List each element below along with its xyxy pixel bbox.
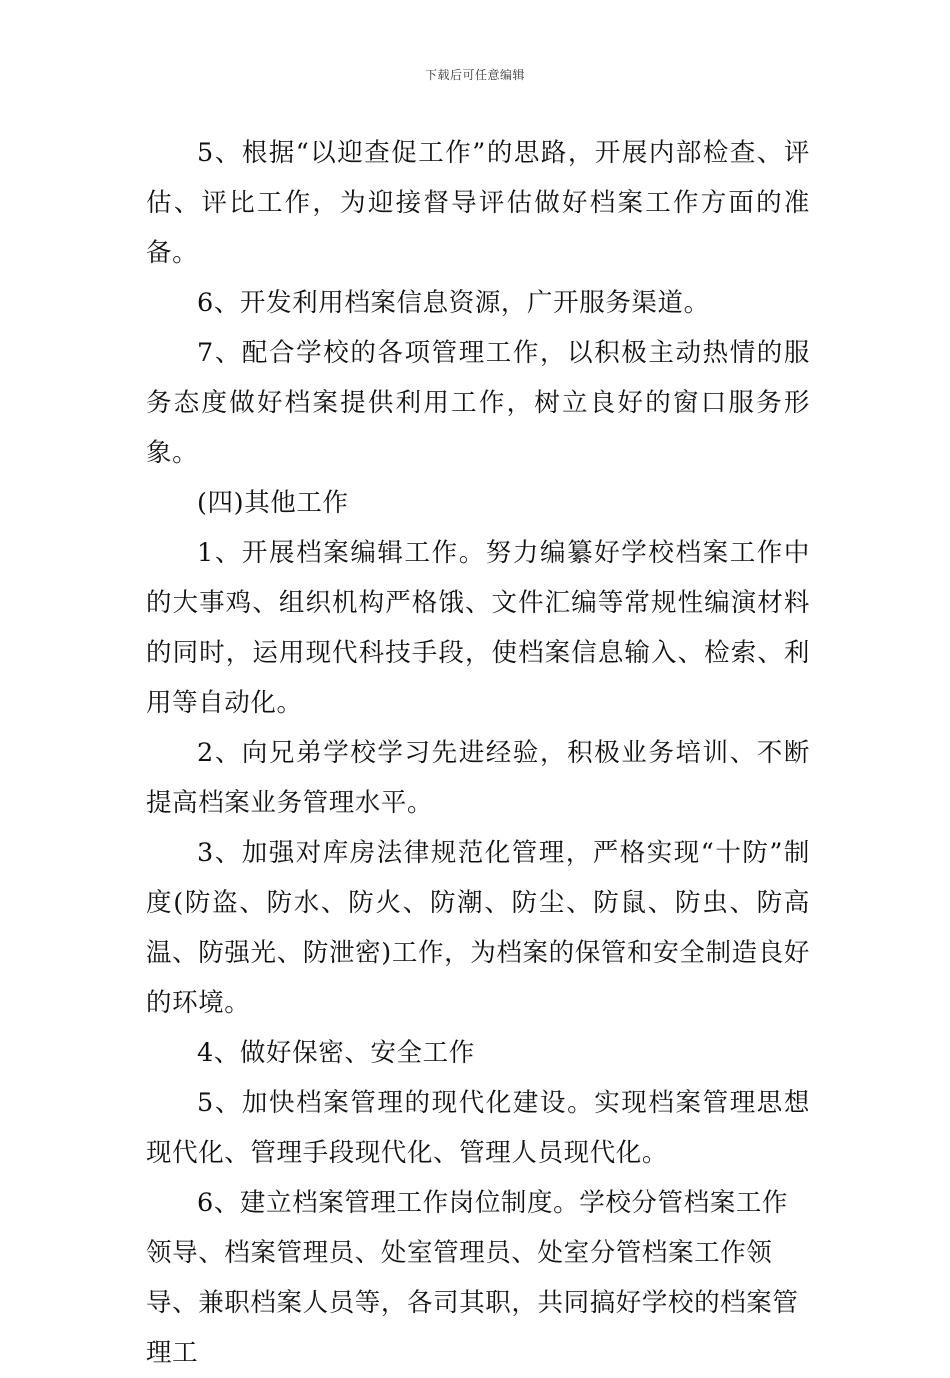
paragraph-item-5-inspection: 5、根据“以迎查促工作”的思路，开展内部检查、评估、评比工作，为迎接督导评估做好档案工作方面的准备。: [146, 138, 810, 268]
paragraph-item-5-modernization: 5、加快档案管理的现代化建设。实现档案管理思想现代化、管理手段现代化、管理人员现代化。: [146, 1088, 810, 1168]
paragraph-item-6-resources: 6、开发利用档案信息资源，广开服务渠道。: [197, 288, 710, 318]
paragraph-item-1-editing: 1、开展档案编辑工作。努力编纂好学校档案工作中的大事鸡、组织机构严格饿、文件汇编等常规性编演材料的同时，运用现代科技手段，使档案信息输入、检索、利用等自动化。: [146, 538, 810, 718]
paragraph-item-7-service: 7、配合学校的各项管理工作，以积极主动热情的服务态度做好档案提供利用工作，树立良好的窗口服务形象。: [146, 338, 810, 468]
page-header: 下载后可任意编辑: [424, 68, 525, 82]
paragraph-item-3-storage: 3、加强对库房法律规范化管理，严格实现“十防”制度(防盗、防水、防火、防潮、防尘、防鼠、防虫、防高温、防强光、防泄密)工作，为档案的保管和安全制造良好的环境。: [146, 838, 810, 1018]
paragraph-item-2-learning: 2、向兄弟学校学习先进经验，积极业务培训、不断提高档案业务管理水平。: [146, 738, 810, 818]
document-body: [146, 128, 810, 1378]
section-heading-other-work: (四)其他工作: [197, 488, 349, 518]
paragraph-item-6-positions: 6、建立档案管理工作岗位制度。学校分管档案工作领导、档案管理员、处室管理员、处室分管档案工作领导、兼职档案人员等，各司其职，共同搞好学校的档案管理工: [146, 1188, 799, 1368]
paragraph-item-4-security: 4、做好保密、安全工作: [197, 1038, 475, 1068]
